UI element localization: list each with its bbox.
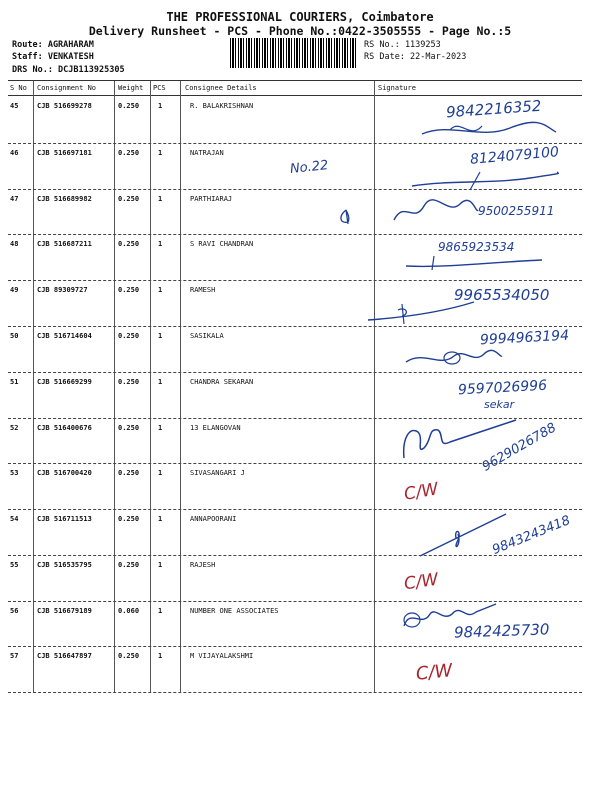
- barcode: [230, 38, 358, 68]
- row-consignee: RAJESH: [190, 561, 216, 569]
- row-sno: 53: [10, 469, 19, 477]
- row-sno: 57: [10, 652, 19, 660]
- row-consignment: CJB 516400676: [37, 424, 92, 432]
- row-sno: 46: [10, 149, 19, 157]
- route-label: Route: AGRAHARAM: [12, 40, 94, 50]
- signature-scribble: [420, 118, 560, 144]
- handwritten-phone: 9842425730: [453, 620, 550, 642]
- row-weight: 0.250: [118, 424, 140, 432]
- row-sno: 47: [10, 195, 19, 203]
- company-title: THE PROFESSIONAL COURIERS, Coimbatore: [166, 10, 434, 24]
- row-sno: 45: [10, 102, 19, 110]
- row-pcs: 1: [158, 378, 163, 386]
- signature-scribble: [404, 254, 544, 272]
- row-consignee: NUMBER ONE ASSOCIATES: [190, 607, 279, 615]
- row-pcs: 1: [158, 286, 163, 294]
- row-weight: 0.250: [118, 378, 140, 386]
- row-weight: 0.060: [118, 607, 140, 615]
- row-pcs: 1: [158, 515, 163, 523]
- table-row: [8, 463, 588, 509]
- row-consignee: ANNAPOORANI: [190, 515, 237, 523]
- signature-scribble: [390, 196, 480, 226]
- row-weight: 0.250: [118, 515, 140, 523]
- row-weight: 0.250: [118, 469, 140, 477]
- signature-scribble: [404, 346, 504, 368]
- row-sno: 51: [10, 378, 19, 386]
- row-consignment: CJB 516699278: [37, 102, 92, 110]
- row-consignment: CJB 516687211: [37, 240, 92, 248]
- row-weight: 0.250: [118, 561, 140, 569]
- signature-scribble: [366, 300, 476, 326]
- row-consignee: RAMESH: [190, 286, 216, 294]
- row-consignment: CJB 516647897: [37, 652, 92, 660]
- row-pcs: 1: [158, 102, 163, 110]
- handwritten-phone: 9994963194: [479, 327, 570, 349]
- row-consignment: CJB 516700420: [37, 469, 92, 477]
- row-weight: 0.250: [118, 195, 140, 203]
- rs-number: RS No.: 1139253: [364, 40, 441, 50]
- drs-number: DRS No.: DCJB113925305: [12, 65, 125, 75]
- row-consignee: 13 ELANGOVAN: [190, 424, 241, 432]
- table-row: [8, 646, 588, 692]
- table-header: [8, 81, 588, 95]
- row-consignment: CJB 516535795: [37, 561, 92, 569]
- row-weight: 0.250: [118, 332, 140, 340]
- row-consignee: SIVASANGARI J: [190, 469, 245, 477]
- col-weight: Weight: [118, 84, 144, 92]
- row-sno: 49: [10, 286, 19, 294]
- row-weight: 0.250: [118, 286, 140, 294]
- handwritten-phone: 9865923534: [438, 240, 515, 254]
- row-sno: 55: [10, 561, 19, 569]
- handwritten-phone: 9843243418: [490, 513, 573, 558]
- handwritten-mark: C/W: [402, 569, 440, 595]
- handwritten-phone: 9500255911: [478, 204, 555, 218]
- row-rule: [8, 692, 582, 693]
- row-sno: 54: [10, 515, 19, 523]
- handwritten-mark: C/W: [402, 479, 440, 505]
- row-consignment: CJB 516669299: [37, 378, 92, 386]
- handwritten-phone: 9629026788: [479, 420, 559, 475]
- row-consignment: CJB 516679189: [37, 607, 92, 615]
- signature-text: sekar: [484, 398, 515, 411]
- row-sno: 50: [10, 332, 19, 340]
- staff-label: Staff: VENKATESH: [12, 52, 94, 62]
- row-consignee: SASIKALA: [190, 332, 224, 340]
- row-consignee: S RAVI CHANDRAN: [190, 240, 254, 248]
- runsheet-subtitle: Delivery Runsheet - PCS - Phone No.:0422-3505555 - Page No.:5: [88, 24, 512, 38]
- row-consignment: CJB 516689982: [37, 195, 92, 203]
- handwritten-phone: 9842216352: [445, 96, 542, 122]
- row-pcs: 1: [158, 149, 163, 157]
- row-consignment: CJB 89309727: [37, 286, 88, 294]
- row-consignee: M VIJAYALAKSHMI: [190, 652, 254, 660]
- row-pcs: 1: [158, 607, 163, 615]
- row-weight: 0.250: [118, 149, 140, 157]
- row-consignee: R. BALAKRISHNAN: [190, 102, 254, 110]
- handwritten-door-number: No.22: [289, 158, 330, 177]
- row-pcs: 1: [158, 652, 163, 660]
- row-consignment: CJB 516697181: [37, 149, 92, 157]
- col-consignee: Consignee Details: [185, 84, 257, 92]
- rs-date: RS Date: 22-Mar-2023: [364, 52, 467, 62]
- row-weight: 0.250: [118, 652, 140, 660]
- row-consignee: NATRAJAN: [190, 149, 224, 157]
- row-consignee: PARTHIARAJ: [190, 195, 233, 203]
- handwritten-phone: 8124079100: [469, 144, 560, 168]
- row-sno: 52: [10, 424, 19, 432]
- row-sno: 48: [10, 240, 19, 248]
- row-consignment: CJB 516714604: [37, 332, 92, 340]
- row-pcs: 1: [158, 469, 163, 477]
- pen-mark: [336, 208, 352, 226]
- handwritten-mark: C/W: [415, 660, 454, 685]
- row-pcs: 1: [158, 424, 163, 432]
- row-pcs: 1: [158, 195, 163, 203]
- row-consignment: CJB 516711513: [37, 515, 92, 523]
- handwritten-phone: 9597026996: [457, 377, 548, 399]
- row-pcs: 1: [158, 561, 163, 569]
- col-consignment: Consignment No: [37, 84, 97, 92]
- row-consignee: CHANDRA SEKARAN: [190, 378, 254, 386]
- row-pcs: 1: [158, 240, 163, 248]
- handwritten-phone: 9965534050: [454, 286, 550, 304]
- signature-scribble: [410, 168, 560, 192]
- col-pcs: PCS: [153, 84, 166, 92]
- table-row: [8, 555, 588, 601]
- col-signature: Signature: [378, 84, 416, 92]
- col-sno: S No: [10, 84, 27, 92]
- row-sno: 56: [10, 607, 19, 615]
- row-pcs: 1: [158, 332, 163, 340]
- row-weight: 0.250: [118, 240, 140, 248]
- row-weight: 0.250: [118, 102, 140, 110]
